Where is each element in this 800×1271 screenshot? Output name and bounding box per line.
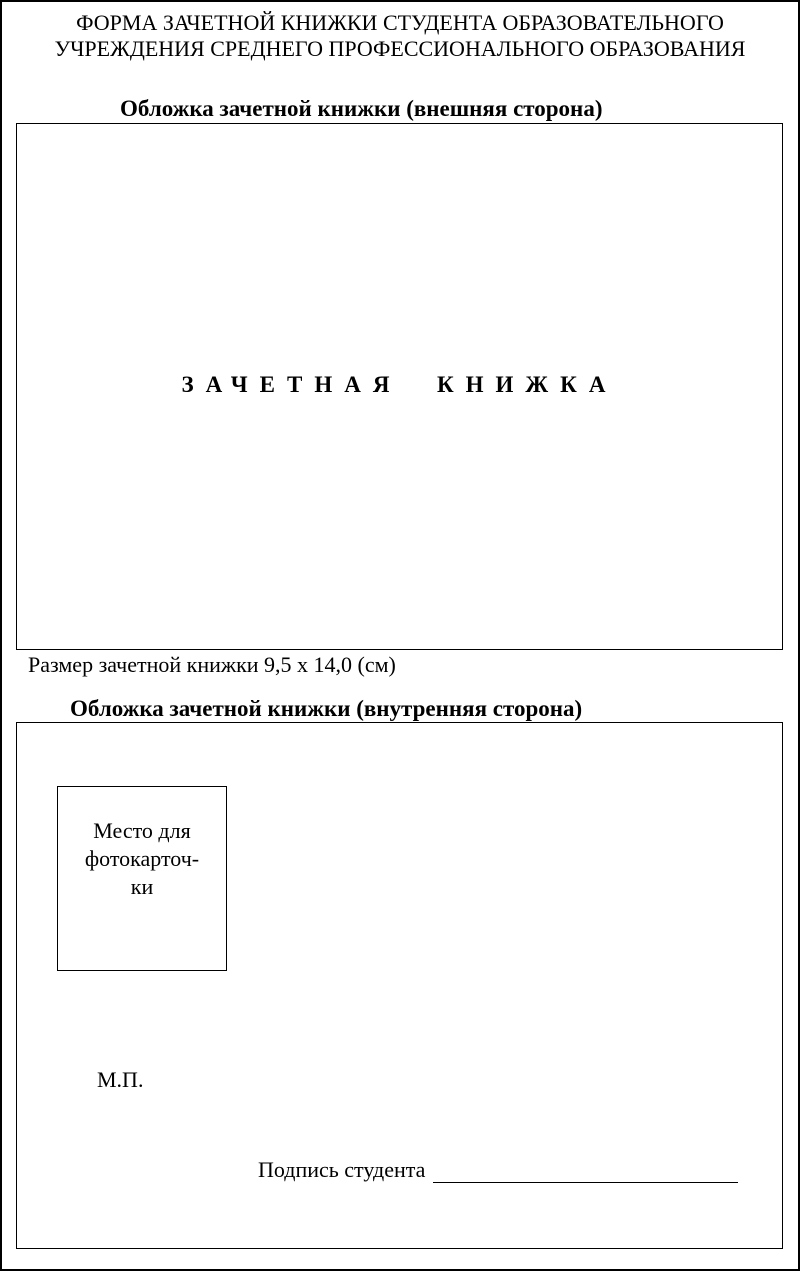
document-title-line-1: ФОРМА ЗАЧЕТНОЙ КНИЖКИ СТУДЕНТА ОБРАЗОВАТЕЛЬНОГО [76,10,724,35]
signature-label: Подпись студента [258,1157,426,1182]
inner-cover-box [16,722,783,1249]
document-title [0,10,800,62]
document-title-line-2: УЧРЕЖДЕНИЯ СРЕДНЕГО ПРОФЕССИОНАЛЬНОГО ОБРАЗОВАНИЯ [54,36,746,61]
signature-line [433,1160,738,1183]
signature-row [258,1157,738,1183]
inner-cover-heading: Обложка зачетной книжки (внутренняя сторона) [70,696,583,721]
cover-title: ЗАЧЕТНАЯ КНИЖКА [181,372,618,397]
photo-placeholder-label [85,817,199,901]
size-note: Размер зачетной книжки 9,5 х 14,0 (см) [28,652,396,677]
outer-cover-heading: Обложка зачетной книжки (внешняя сторона) [120,96,603,121]
photo-label-line-1: Место для [93,818,191,843]
stamp-place-label: М.П. [97,1067,144,1092]
outer-cover-box [16,123,783,650]
photo-label-line-2: фотокарточ- [84,846,200,871]
photo-placeholder [57,786,227,971]
photo-label-line-3: ки [130,874,154,899]
